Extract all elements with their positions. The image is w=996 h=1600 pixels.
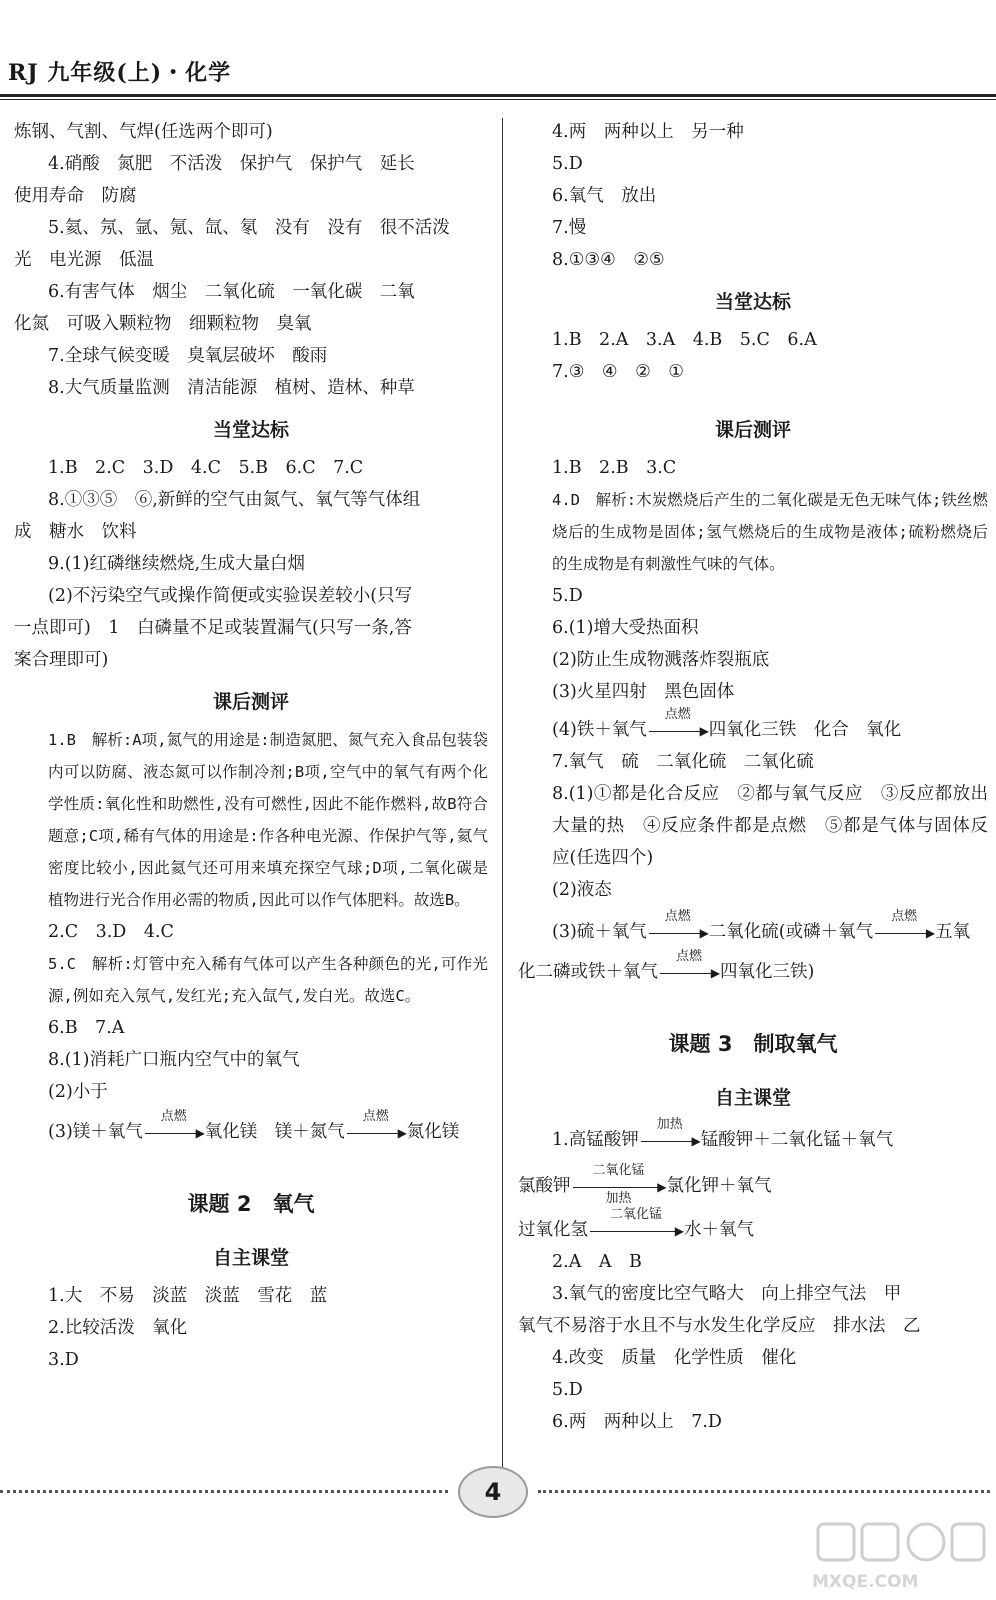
answer-line: 3.D [48, 1350, 79, 1370]
reaction-arrow [875, 908, 936, 940]
equation-text: 氮化镁 [406, 1122, 460, 1142]
answer-line: 6.氧气 放出 [552, 186, 657, 206]
arrow-head-icon: ▶ [691, 1133, 701, 1148]
equation-line [518, 908, 988, 948]
watermark-text: MXQE.COM [812, 1572, 919, 1592]
watermark-logo [812, 1520, 988, 1592]
topic-heading: 课题 3 制取氧气 [668, 1032, 838, 1056]
equation-text: 1.高锰酸钾 [552, 1130, 639, 1150]
answer-line: 5.D [552, 154, 583, 174]
equation-text: 氯化钾＋氧气 [666, 1176, 772, 1196]
column-divider [502, 118, 503, 1480]
reaction-arrow [641, 1116, 701, 1148]
answer-line: 7.氧气 硫 二氧化硫 二氧化硫 [552, 752, 814, 772]
footer-dotted-rule [538, 1490, 990, 1493]
answer-line: (3)火星四射 黑色固体 [552, 682, 735, 702]
answer-line: 2.C 3.D 4.C [48, 922, 174, 942]
answer-line: 1.B 2.C 3.D 4.C 5.B 6.C 7.C [48, 458, 364, 478]
equation-text: 化二磷或铁＋氧气 [518, 962, 658, 982]
right-column [518, 116, 988, 1438]
answer-line: 化氮 可吸入颗粒物 细颗粒物 臭氧 [14, 314, 312, 334]
answer-line: 5.D [552, 586, 583, 606]
reaction-condition: 点燃 [664, 706, 691, 722]
section-heading: 当堂达标 [212, 419, 289, 441]
arrow-head-icon: ▶ [710, 965, 720, 980]
answer-line: (2)液态 [552, 880, 612, 900]
arrow-head-icon: ▶ [699, 925, 709, 940]
answer-line: 光 电光源 低温 [14, 250, 154, 270]
topic-heading: 课题 2 氧气 [187, 1192, 315, 1216]
answer-line: 6.两 两种以上 7.D [552, 1412, 722, 1432]
arrow-shaft [649, 731, 707, 733]
equation-line [14, 1108, 488, 1148]
reaction-arrow [590, 1206, 684, 1238]
equation-text: 四氧化三铁) [720, 962, 815, 982]
answer-line: 3.氧气的密度比空气略大 向上排空气法 甲 [552, 1284, 902, 1304]
answer-line: 8.(1)消耗广口瓶内空气中的氧气 [48, 1050, 300, 1070]
equation-text: (3)硫＋氧气 [552, 922, 647, 942]
arrow-shaft [875, 933, 933, 935]
section-heading: 自主课堂 [212, 1247, 289, 1269]
answer-line: 2.比较活泼 氧化 [48, 1318, 188, 1338]
answer-line: 7.全球气候变暖 臭氧层破坏 酸雨 [48, 346, 328, 366]
answer-line: 4.硝酸 氮肥 不活泼 保护气 保护气 延长 [48, 154, 415, 174]
answer-line: 6.B 7.A [48, 1018, 125, 1038]
equation-line [518, 1162, 988, 1206]
reaction-arrow [649, 706, 709, 738]
equation-line [518, 1116, 988, 1156]
arrow-head-icon: ▶ [657, 1179, 667, 1194]
arrow-shaft [573, 1187, 665, 1189]
reaction-condition: 点燃 [362, 1108, 389, 1124]
equation-text: 五氧 [935, 922, 971, 942]
footer-dotted-rule [0, 1490, 448, 1493]
equation-text: 氯酸钾 [518, 1176, 571, 1196]
header-rule-thick [0, 94, 996, 97]
answer-line: 2.A A B [552, 1252, 642, 1272]
answer-line: 氧气不易溶于水且不与水发生化学反应 排水法 乙 [518, 1316, 921, 1336]
answer-line: (2)小于 [48, 1082, 108, 1102]
section-heading: 当堂达标 [714, 291, 791, 313]
answer-line: 8.①③⑤ ⑥,新鲜的空气由氮气、氧气等气体组 [48, 490, 421, 510]
equation-text: 四氧化三铁 化合 氧化 [708, 720, 902, 740]
explanation-paragraph: 5.C 解析:灯管中充入稀有气体可以产生各种颜色的光,可作光源,例如充入氖气,发红光;充入氙气,发白光。故选C。 [48, 955, 488, 1005]
equation-text: (3)镁＋氧气 [48, 1122, 143, 1142]
reaction-condition: 点燃 [675, 948, 702, 964]
answer-line: 一点即可) 1 白磷量不足或装置漏气(只写一条,答 [14, 618, 412, 638]
reaction-condition: 加热 [656, 1116, 683, 1132]
equation-line [518, 948, 988, 988]
reaction-arrow [145, 1108, 205, 1140]
reaction-condition: 加热 [605, 1190, 632, 1206]
reaction-arrow [660, 948, 720, 980]
page-number: 4 [458, 1466, 528, 1518]
section-heading: 课后测评 [212, 691, 289, 713]
arrow-shaft [590, 1231, 682, 1233]
equation-text: 过氧化氢 [518, 1220, 588, 1240]
header-rule-thin [0, 99, 996, 100]
answer-line: 1.B 2.B 3.C [552, 458, 677, 478]
reaction-condition: 二氧化锰 [592, 1162, 645, 1178]
reaction-arrow [649, 908, 709, 940]
equation-line [518, 706, 988, 746]
explanation-paragraph: 4.D 解析:木炭燃烧后产生的二氧化碳是无色无味气体;铁丝燃烧后的生成物是固体;氢气燃烧后的生成物是液体;硫粉燃烧后的生成物是有刺激性气味的气体。 [552, 491, 988, 573]
arrow-shaft [347, 1133, 405, 1135]
answer-line: 使用寿命 防腐 [14, 186, 137, 206]
equation-text: (4)铁＋氧气 [552, 720, 647, 740]
arrow-head-icon: ▶ [699, 723, 709, 738]
answer-line: 5.氦、氖、氩、氪、氙、氡 没有 没有 很不活泼 [48, 218, 450, 238]
answer-line: (2)不污染空气或操作简便或实验误差较小(只写 [48, 586, 413, 606]
running-header: RJ 九年级(上)・化学 [8, 60, 232, 86]
reaction-condition: 点燃 [160, 1108, 187, 1124]
answer-line: 成 糖水 饮料 [14, 522, 137, 542]
reaction-arrow [573, 1162, 667, 1206]
watermark-logo-icon [812, 1520, 988, 1570]
answer-line: (2)防止生成物溅落炸裂瓶底 [552, 650, 770, 670]
equation-text: 水＋氧气 [684, 1220, 754, 1240]
equation-text: 锰酸钾＋二氧化锰＋氧气 [700, 1130, 894, 1150]
arrow-head-icon: ▶ [195, 1125, 205, 1140]
answer-line: 4.两 两种以上 另一种 [552, 122, 744, 142]
answer-line: 5.D [552, 1380, 583, 1400]
answer-line: 4.改变 质量 化学性质 催化 [552, 1348, 797, 1368]
left-column [14, 116, 488, 1376]
answer-line: 1.大 不易 淡蓝 淡蓝 雪花 蓝 [48, 1286, 328, 1306]
reaction-condition: 点燃 [664, 908, 691, 924]
arrow-head-icon: ▶ [674, 1223, 684, 1238]
answer-line: 案合理即可) [14, 650, 109, 670]
explanation-paragraph: 1.B 解析:A项,氮气的用途是:制造氮肥、氮气充入食品包装袋内可以防腐、液态氮可以作制冷剂;B项,空气中的氧气有两个化学性质:氧化性和助燃性,没有可燃性,因此不能作燃料,故B符合题意;C项,稀有气体的用途是:作各种电光源、作保护气等,氦气密度比较小,因此氦气还可用来填充探空气球;D项,二氧化碳是植物进行光合作用必需的物质,因此可以作气体肥料。故选B。 [48, 731, 488, 909]
answer-line: 炼钢、气割、气焊(任选两个即可) [14, 122, 273, 142]
arrow-shaft [641, 1141, 699, 1143]
answer-line: 6.(1)增大受热面积 [552, 618, 699, 638]
reaction-condition: 点燃 [891, 908, 918, 924]
arrow-shaft [649, 933, 707, 935]
answer-line: 7.慢 [552, 218, 587, 238]
arrow-shaft [660, 973, 718, 975]
answer-line: 8.大气质量监测 清洁能源 植树、造林、种草 [48, 378, 415, 398]
section-heading: 自主课堂 [714, 1087, 791, 1109]
answer-line: 9.(1)红磷继续燃烧,生成大量白烟 [48, 554, 306, 574]
answer-line: 6.有害气体 烟尘 二氧化硫 一氧化碳 二氧 [48, 282, 415, 302]
equation-text: 二氧化硫(或磷＋氧气 [708, 922, 874, 942]
answer-paragraph: 8.(1)①都是化合反应 ②都与氧气反应 ③反应都放出大量的热 ④反应条件都是点燃 ⑤都是气体与固体反应(任选四个) [552, 784, 988, 868]
answer-line: 1.B 2.A 3.A 4.B 5.C 6.A [552, 330, 817, 350]
arrow-head-icon: ▶ [397, 1125, 407, 1140]
answer-line: 8.①③④ ②⑤ [552, 250, 665, 270]
section-heading: 课后测评 [714, 419, 791, 441]
reaction-arrow [347, 1108, 407, 1140]
arrow-shaft [145, 1133, 203, 1135]
reaction-condition: 二氧化锰 [609, 1206, 662, 1222]
arrow-head-icon: ▶ [925, 925, 936, 940]
answer-line: 7.③ ④ ② ① [552, 362, 684, 382]
equation-text: 氧化镁 镁＋氮气 [204, 1122, 345, 1142]
equation-line [518, 1206, 988, 1246]
